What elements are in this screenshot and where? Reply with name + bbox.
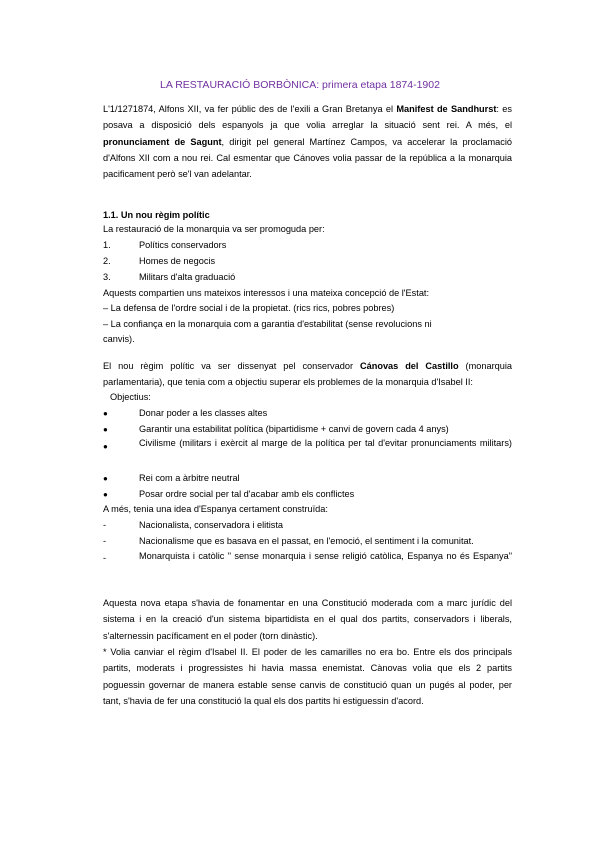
dash-marker: - [103,520,107,530]
bullet-icon: ● [103,490,108,499]
objective-item: Civilisme (militars i exèrcit al marge de la política per tal d'evitar pronunciaments militars) [139,438,512,448]
intro-text-1: L'1/1271874, Alfons XII, va fer públic des de l'exili a Gran Bretanya el [103,104,397,114]
bullet-icon: ● [103,474,108,483]
objectives-label: Objectius: [110,392,151,402]
pronunciament-sagunt: pronunciament de Sagunt [103,136,222,147]
canovas-name: Cánovas del Castillo [359,361,459,371]
objective-item: Posar ordre social per tal d'acabar amb els conflictes [139,489,355,499]
manifest-sandhurst: Manifest de Sandhurst [396,104,497,114]
dash-line-2: – La confiança en la monarquia com a garantia d'estabilitat (sense revolucions ni [103,319,432,329]
dash-marker: - [103,553,107,563]
numbered-marker: 1. [103,240,111,250]
dash-line-2-cont: canvis). [103,334,135,344]
constitution-paragraph: Aquesta nova etapa s'havia de fonamentar en una Constitució moderada com a marc jurídic del sistema i en la creació d'un sistema bipartidista en el qual dos partits, conservadors i liberals, s'alternessin pacíficament en el poder (torn dinàstic). [103,598,512,641]
intro-paragraph [103,101,512,182]
intro-text-2: : es posava a disposició dels espanyols ja que volia arreglar la situació sent rei. A més, el [103,104,512,131]
dash-line-1: – La defensa de l'ordre social i de la propietat. (rics rics, pobres pobres) [103,303,395,313]
regime-text-1: El nou règim polític va ser dissenyat pel conservador [103,361,360,371]
regime-text-2: (monarquia parlamentaria), que tenia com a objectiu superar els problemes de la monarquia d'Isabel II: [103,361,512,388]
idea-intro: A més, tenia una idea d'Espanya certament construïda: [103,504,328,514]
numbered-item: Polítics conservadors [139,240,227,250]
numbered-item: Homes de negocis [139,256,216,266]
numbered-marker: 3. [103,272,111,282]
regime-paragraph [103,358,512,391]
dash-marker: - [103,536,107,546]
idea-item: Monarquista i catòlic " sense monarquia i sense religió catòlica, Espanya no és Espanya" [139,551,512,561]
section-heading: 1.1. Un nou règim polític [103,210,210,220]
constitution-note: * Volia canviar el règim d'Isabel II. El poder de les camarilles no era bo. Entre els dos principals partits, moderats i progressistes hi havia massa enemistat. Cànovas volia que els 2 partits poguessin governar de manera estable sense canvis de constitució quan un pugés al poder, per tant, s'havia de fer una constitució la qual els dos partits hi estiguessin d'acord. [103,647,512,706]
bullet-icon: ● [103,409,108,418]
idea-item: Nacionalista, conservadora i elitista [139,520,284,530]
intro-text-3: , dirigit pel general Martínez Campos, va accelerar la proclamació d'Alfons XII com a nou rei. Cal esmentar que Cánoves volia passar de la república a la monarquia pacificament però se'l van adelantar. [103,136,512,180]
objective-item: Donar poder a les classes altes [139,408,268,418]
objective-item: Rei com a àrbitre neutral [139,473,240,483]
numbered-item: Militars d'alta graduació [139,272,236,282]
idea-item: Nacionalisme que es basava en el passat, en l'emoció, el sentiment i la comunitat. [139,536,474,546]
bullet-icon: ● [103,425,108,434]
numbered-marker: 2. [103,256,111,266]
document-title: LA RESTAURACIÓ BORBÒNICA: primera etapa 1874-1902 [160,79,440,91]
bullet-icon: ● [103,442,108,451]
section-lead: La restauració de la monarquia va ser promoguda per: [103,224,325,234]
shared-interests: Aquests compartien uns mateixos interessos i una mateixa concepció de l'Estat: [103,288,430,298]
objective-item: Garantir una estabilitat política (bipartidisme + canvi de govern cada 4 anys) [139,424,449,434]
